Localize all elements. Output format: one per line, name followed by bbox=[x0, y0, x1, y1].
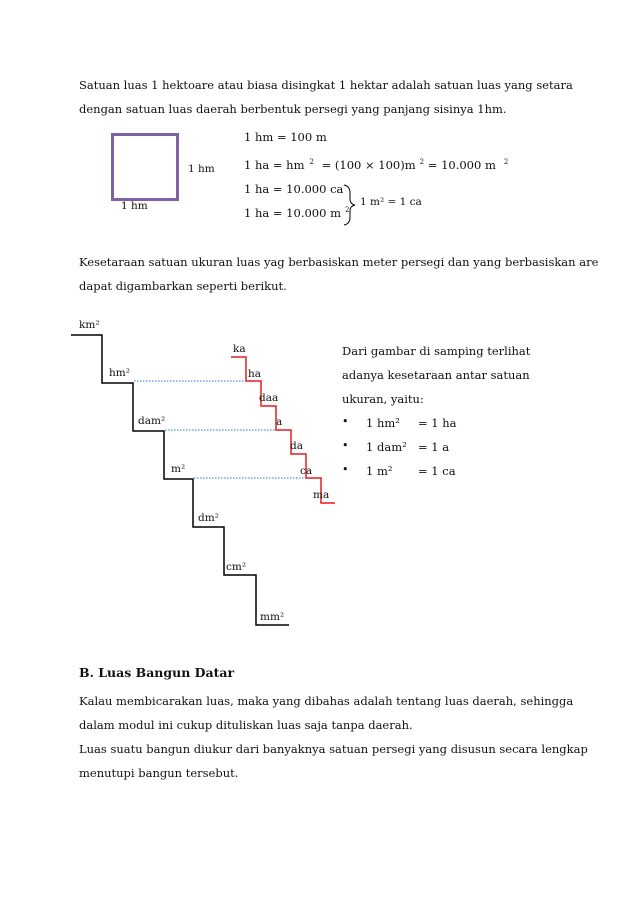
side-note-line-1: Dari gambar di samping terlihat bbox=[342, 344, 531, 358]
equivalence-item-right: = 1 ha bbox=[418, 416, 457, 430]
brace-note: 1 m² = 1 ca bbox=[360, 196, 422, 208]
equation-hm-to-m: 1 hm = 100 m bbox=[244, 130, 327, 144]
equation-ha-right: = 10.000 m bbox=[427, 158, 496, 172]
equivalence-item-left: 1 hm² bbox=[366, 416, 400, 430]
section-b-p1-line-1: Kalau membicarakan luas, maka yang dibahas adalah tentang luas daerah, sehingga bbox=[79, 694, 574, 708]
bullet-icon: • bbox=[342, 439, 349, 452]
stair-label-dam2: dam² bbox=[138, 415, 166, 427]
equation-ha-mid: = (100 × 100)m bbox=[321, 158, 416, 172]
curly-brace-icon bbox=[344, 185, 355, 225]
stair-label-a: a bbox=[276, 416, 283, 428]
stair-label-daa: daa bbox=[259, 392, 279, 404]
bullet-icon: • bbox=[342, 463, 349, 476]
square-side-label-right: 1 hm bbox=[188, 163, 215, 175]
equation-ha-m2-text: 1 ha = 10.000 m bbox=[244, 206, 341, 220]
side-note-line-3: ukuran, yaitu: bbox=[342, 392, 424, 406]
square-side-label-bottom: 1 hm bbox=[121, 200, 148, 212]
equivalence-item-right: = 1 a bbox=[418, 440, 450, 454]
equivalence-item-left: 1 dam² bbox=[366, 440, 407, 454]
section-b-p2-line-1: Luas suatu bangun diukur dari banyaknya satuan persegi yang disusun secara lengkap bbox=[79, 742, 588, 756]
side-note-line-2: adanya kesetaraan antar satuan bbox=[342, 368, 530, 382]
superscript-2: 2 bbox=[419, 158, 425, 166]
bullet-icon: • bbox=[342, 415, 349, 428]
intro-line-2: dengan satuan luas daerah berbentuk persegi yang panjang sisinya 1hm. bbox=[79, 102, 507, 116]
stair-label-m2: m² bbox=[171, 463, 186, 475]
superscript-2: 2 bbox=[344, 206, 350, 214]
stair-label-ma: ma bbox=[313, 489, 330, 501]
section-b-p1-line-2: dalam modul ini cukup dituliskan luas saja tanpa daerah. bbox=[79, 718, 413, 732]
section-b-heading: B. Luas Bangun Datar bbox=[79, 665, 235, 680]
stair-label-ca: ca bbox=[300, 465, 313, 477]
stair-label-ha: ha bbox=[248, 368, 262, 380]
equation-ha-left: 1 ha = hm bbox=[244, 158, 305, 172]
stair-label-km2: km² bbox=[79, 319, 100, 331]
stair-label-hm2: hm² bbox=[109, 367, 130, 379]
para2-line-2: dapat digambarkan seperti berikut. bbox=[79, 279, 287, 293]
equivalence-item-right: = 1 ca bbox=[418, 464, 456, 478]
intro-line-1: Satuan luas 1 hektoare atau biasa disingkat 1 hektar adalah satuan luas yang setara bbox=[79, 78, 573, 92]
superscript-2: 2 bbox=[309, 158, 314, 166]
equivalence-item-left: 1 m² bbox=[366, 464, 393, 478]
equation-ha-ca: 1 ha = 10.000 ca bbox=[244, 182, 344, 196]
superscript-2: 2 bbox=[503, 158, 509, 166]
para2-line-1: Kesetaraan satuan ukuran luas yag berbasiskan meter persegi dan yang berbasiskan are bbox=[79, 255, 599, 269]
section-b-p2-line-2: menutupi bangun tersebut. bbox=[79, 766, 239, 780]
stair-label-mm2: mm² bbox=[260, 611, 285, 623]
stair-label-dm2: dm² bbox=[198, 512, 219, 524]
stair-label-cm2: cm² bbox=[226, 561, 247, 573]
stair-label-da: da bbox=[290, 440, 303, 452]
stair-label-ka: ka bbox=[233, 343, 246, 355]
